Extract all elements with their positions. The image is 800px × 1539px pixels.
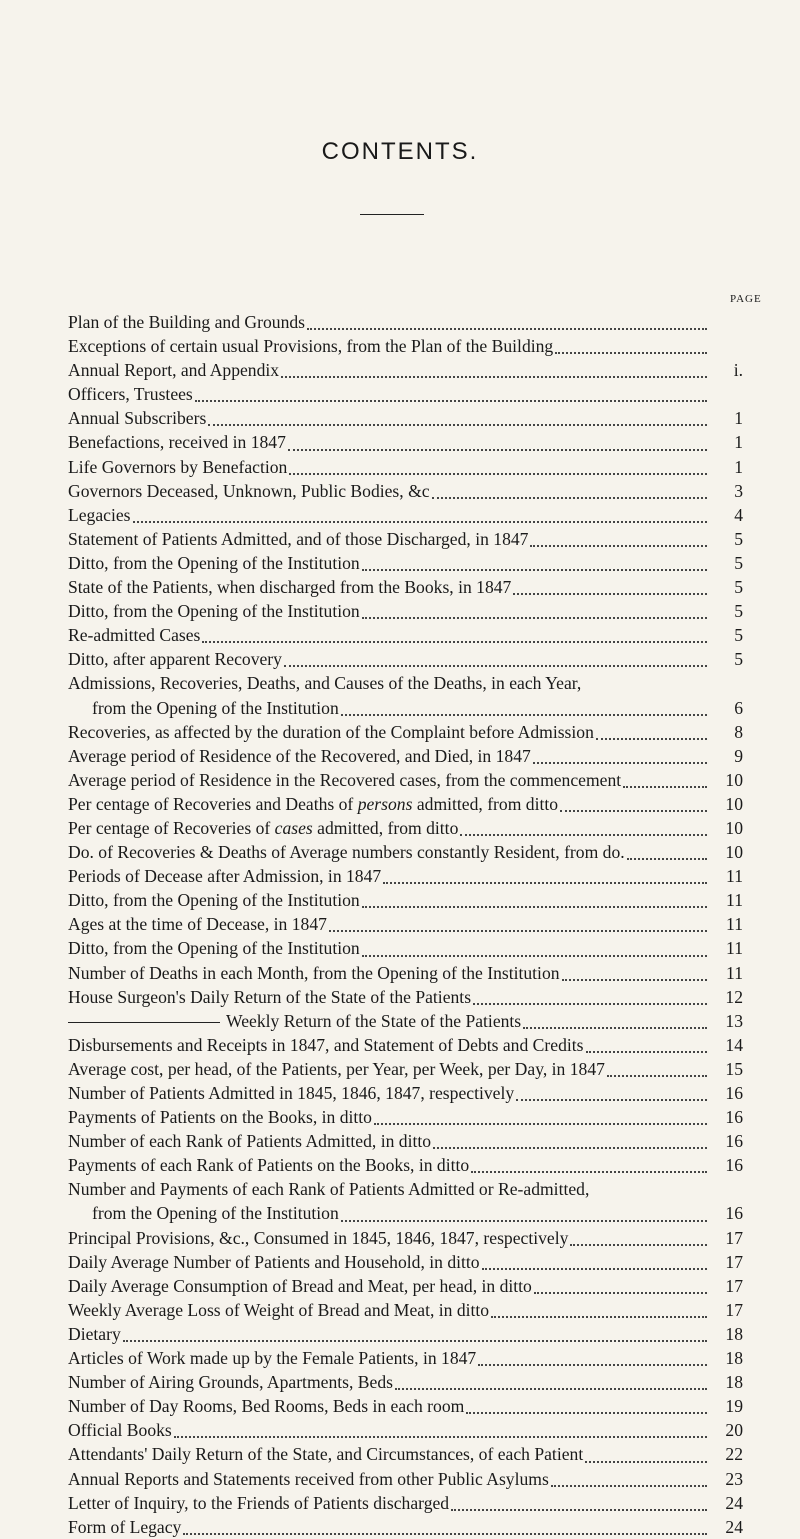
toc-entry-text: Average period of Residence of the Recovered, and Died, in 1847 (68, 745, 531, 766)
toc-entry (68, 1009, 743, 1033)
toc-entry-continuation (68, 1201, 743, 1225)
toc-entry-text: Official Books (68, 1420, 172, 1441)
toc-entry-page: 1 (734, 408, 743, 429)
toc-entry-text: Weekly Average Loss of Weight of Bread and Meat, in ditto (68, 1299, 490, 1320)
toc-entry (68, 503, 743, 527)
toc-entry-page: 10 (725, 817, 743, 838)
dot-leader (491, 1299, 707, 1318)
dot-leader (195, 383, 707, 402)
toc-entry (68, 527, 743, 551)
toc-entry-page: 18 (725, 1372, 743, 1393)
toc-entry-text: Statement of Patients Admitted, and of those Discharged, in 1847 (68, 528, 529, 549)
toc-entry-text: Ditto, after apparent Recovery (68, 649, 282, 670)
toc-entry (68, 1322, 743, 1346)
toc-entry-text: Exceptions of certain usual Provisions, from the Plan of the Building (68, 336, 554, 357)
toc-entry (68, 382, 743, 406)
dot-leader (513, 576, 707, 595)
toc-entry-page: 11 (726, 866, 743, 887)
toc-entry-text: Periods of Decease after Admission, in 1847 (68, 866, 382, 887)
toc-entry-page: 5 (734, 601, 743, 622)
toc-entry (68, 720, 743, 744)
toc-entry (68, 334, 743, 358)
dot-leader (307, 311, 707, 330)
toc-entry-text: Admissions, Recoveries, Deaths, and Causes of the Deaths, in each Year, (68, 673, 582, 694)
toc-entry (68, 1153, 743, 1177)
toc-entry (68, 1298, 743, 1322)
dot-leader (516, 1082, 707, 1101)
toc-entry-page: 17 (725, 1299, 743, 1320)
toc-entry (68, 1081, 743, 1105)
toc-entry-page: 20 (725, 1420, 743, 1441)
dot-leader (374, 1106, 707, 1125)
toc-entry (68, 1129, 743, 1153)
toc-entry-page: 16 (725, 1131, 743, 1152)
toc-entry-page: 9 (734, 745, 743, 766)
toc-entry-page: 10 (725, 793, 743, 814)
toc-entry (68, 1467, 743, 1491)
dot-leader (433, 1130, 707, 1149)
toc-entry-text: Ditto, from the Opening of the Institution (68, 601, 360, 622)
toc-entry-text: Annual Report, and Appendix (68, 360, 280, 381)
toc-entry-text: Ditto, from the Opening of the Institution (68, 552, 360, 573)
toc-entry (68, 551, 743, 575)
toc-entry-page: 8 (734, 721, 743, 742)
toc-entry-text-continued: from the Opening of the Institution (92, 1203, 339, 1224)
toc-entry-page: 3 (734, 480, 743, 501)
toc-entry (68, 912, 743, 936)
toc-entry-text: Form of Legacy (68, 1516, 182, 1537)
toc-entry-page: 11 (726, 890, 743, 911)
toc-entry-text: Number of Deaths in each Month, from the Opening of the Institution (68, 962, 560, 983)
toc-entry-page: 11 (726, 962, 743, 983)
toc-entry-page: 17 (725, 1227, 743, 1248)
toc-entry-page: 4 (734, 504, 743, 525)
toc-entry-page: 5 (734, 577, 743, 598)
toc-entry-text: Per centage of Recoveries of cases admitted, from ditto (68, 817, 459, 838)
toc-entry (68, 1346, 743, 1370)
toc-entry-text: Daily Average Consumption of Bread and Meat, per head, in ditto (68, 1275, 532, 1296)
toc-entry (68, 1274, 743, 1298)
toc-entry (68, 792, 743, 816)
toc-entry-page: 5 (734, 625, 743, 646)
toc-entry-text: Life Governors by Benefaction (68, 456, 288, 477)
dot-leader (607, 1058, 707, 1077)
toc-entry-text: Recoveries, as affected by the duration of the Complaint before Admission (68, 721, 594, 742)
dot-leader (362, 889, 707, 908)
toc-entry-text: Daily Average Number of Patients and Household, in ditto (68, 1251, 480, 1272)
toc-entry (68, 888, 743, 912)
italic-term: cases (274, 817, 313, 838)
toc-entry-text: Do. of Recoveries & Deaths of Average numbers constantly Resident, from do. (68, 842, 625, 863)
dot-leader (482, 1251, 707, 1270)
toc-entry-text: Ages at the time of Decease, in 1847 (68, 914, 327, 935)
dot-leader (570, 1227, 707, 1246)
toc-entry-page: 5 (734, 649, 743, 670)
dot-leader (329, 913, 707, 932)
toc-entry-text: Payments of each Rank of Patients on the Books, in ditto (68, 1155, 470, 1176)
toc-entry-page: 18 (725, 1348, 743, 1369)
dot-leader (383, 865, 707, 884)
dot-leader (473, 986, 707, 1005)
toc-entry-page: 1 (734, 432, 743, 453)
toc-entry (68, 310, 743, 334)
dot-leader (478, 1347, 707, 1366)
toc-entry-text: Benefactions, received in 1847 (68, 432, 286, 453)
toc-entry-text: Dietary (68, 1323, 121, 1344)
dot-leader (596, 721, 707, 740)
toc-entry-page: 13 (725, 1010, 743, 1031)
dot-leader (341, 697, 707, 716)
toc-entry-page: 5 (734, 528, 743, 549)
dot-leader (432, 480, 707, 499)
toc-entry (68, 961, 743, 985)
toc-entry (68, 840, 743, 864)
toc-entry-text: Legacies (68, 504, 131, 525)
dot-leader (551, 1468, 707, 1487)
toc-entry (68, 671, 743, 719)
toc-entry-page: 24 (725, 1516, 743, 1537)
toc-entry-text: Number of each Rank of Patients Admitted, in ditto (68, 1131, 432, 1152)
toc-entry-text: Per centage of Recoveries and Deaths of persons admitted, from ditto (68, 793, 559, 814)
toc-entry (68, 406, 743, 430)
toc-entry-page: 23 (725, 1468, 743, 1489)
page-column-header: PAGE (730, 293, 762, 305)
dot-leader (284, 648, 707, 667)
toc-entry-text-continued: from the Opening of the Institution (92, 697, 339, 718)
toc-entry (68, 1177, 743, 1225)
toc-entry (68, 1226, 743, 1250)
toc-entry (68, 455, 743, 479)
toc-entry (68, 358, 743, 382)
toc-entry (68, 1442, 743, 1466)
toc-entry-text: Number of Day Rooms, Bed Rooms, Beds in each room (68, 1396, 465, 1417)
toc-entry-text: Annual Reports and Statements received from other Public Asylums (68, 1468, 549, 1489)
dot-leader (362, 552, 707, 571)
dot-leader (471, 1154, 707, 1173)
contents-list (68, 310, 743, 1539)
toc-entry-page: 10 (725, 769, 743, 790)
toc-entry (68, 985, 743, 1009)
dot-leader (623, 769, 707, 788)
toc-entry-text: Weekly Return of the State of the Patients (68, 1009, 521, 1033)
toc-entry-text: Payments of Patients on the Books, in ditto (68, 1107, 372, 1128)
toc-entry-text: Ditto, from the Opening of the Institution (68, 938, 360, 959)
toc-entry-text: Re-admitted Cases (68, 625, 201, 646)
dot-leader (289, 456, 707, 475)
toc-entry-page: 22 (725, 1444, 743, 1465)
toc-entry (68, 1057, 743, 1081)
toc-entry (68, 430, 743, 454)
toc-entry-page: 18 (725, 1323, 743, 1344)
dot-leader (362, 938, 707, 957)
page-title: CONTENTS. (321, 138, 479, 165)
toc-entry (68, 623, 743, 647)
toc-entry (68, 816, 743, 840)
toc-entry (68, 575, 743, 599)
dot-leader (562, 962, 707, 981)
toc-entry (68, 1370, 743, 1394)
toc-entry (68, 1515, 743, 1539)
toc-entry-page: 15 (725, 1058, 743, 1079)
dot-leader (208, 407, 707, 426)
toc-entry (68, 479, 743, 503)
dot-leader (362, 600, 707, 619)
dot-leader (627, 841, 707, 860)
toc-entry-text: Average cost, per head, of the Patients, per Year, per Week, per Day, in 1847 (68, 1058, 605, 1079)
toc-entry-text: State of the Patients, when discharged from the Books, in 1847 (68, 577, 512, 598)
toc-entry (68, 647, 743, 671)
dot-leader (174, 1419, 707, 1438)
toc-entry-page: 10 (725, 842, 743, 863)
toc-entry-page: 5 (734, 552, 743, 573)
toc-entry-page: 1 (734, 456, 743, 477)
dot-leader (288, 432, 707, 451)
toc-entry (68, 864, 743, 888)
toc-entry-page: 11 (726, 914, 743, 935)
toc-entry-page: 19 (725, 1396, 743, 1417)
toc-entry-text: Attendants' Daily Return of the State, and Circumstances, of each Patient (68, 1444, 584, 1465)
dot-leader (530, 528, 707, 547)
toc-entry-page: 24 (725, 1492, 743, 1513)
toc-entry-page: 16 (725, 1155, 743, 1176)
toc-entry-text: Average period of Residence in the Recovered cases, from the commencement (68, 769, 622, 790)
toc-entry (68, 936, 743, 960)
dot-leader (133, 504, 707, 523)
toc-entry-text: Annual Subscribers (68, 408, 207, 429)
italic-term: persons (357, 793, 413, 814)
dot-leader (183, 1516, 707, 1535)
dot-leader (560, 793, 707, 812)
toc-entry (68, 1033, 743, 1057)
title-rule (360, 214, 424, 215)
toc-entry-page: i. (733, 360, 743, 381)
toc-entry-text: House Surgeon's Daily Return of the State of the Patients (68, 986, 472, 1007)
toc-entry-text: Plan of the Building and Grounds (68, 312, 306, 332)
toc-entry-page: 6 (734, 697, 743, 718)
toc-entry (68, 599, 743, 623)
toc-entry (68, 1491, 743, 1515)
dot-leader (586, 1034, 707, 1053)
toc-entry-text: Number of Patients Admitted in 1845, 1846, 1847, respectively (68, 1083, 515, 1103)
toc-entry-text: Principal Provisions, &c., Consumed in 1845, 1846, 1847, respectively (68, 1227, 569, 1248)
dot-leader (460, 817, 707, 836)
toc-entry (68, 1250, 743, 1274)
dot-leader (534, 1275, 707, 1294)
dot-leader (123, 1323, 707, 1342)
toc-entry-page: 14 (725, 1034, 743, 1055)
dot-leader (202, 624, 707, 643)
toc-entry-text: Officers, Trustees (68, 384, 193, 405)
toc-entry-page: 16 (725, 1203, 743, 1224)
dot-leader (585, 1444, 707, 1463)
toc-entry-text: Letter of Inquiry, to the Friends of Patients discharged (68, 1492, 450, 1513)
dot-leader (451, 1492, 707, 1511)
dot-leader (523, 1010, 707, 1029)
toc-entry (68, 768, 743, 792)
dot-leader (341, 1203, 707, 1222)
toc-entry-text: Ditto, from the Opening of the Institution (68, 890, 360, 911)
toc-entry-page: 17 (725, 1275, 743, 1296)
toc-entry-page: 11 (726, 938, 743, 959)
toc-entry-page: 16 (725, 1083, 743, 1103)
toc-entry (68, 744, 743, 768)
dot-leader (466, 1395, 707, 1414)
toc-entry-text: Articles of Work made up by the Female Patients, in 1847 (68, 1348, 477, 1369)
toc-entry-continuation (68, 696, 743, 720)
dot-leader (555, 335, 707, 354)
toc-entry-text: Disbursements and Receipts in 1847, and Statement of Debts and Credits (68, 1034, 584, 1055)
dot-leader (395, 1371, 707, 1390)
toc-entry (68, 1105, 743, 1129)
toc-entry-text: Number and Payments of each Rank of Patients Admitted or Re-admitted, (68, 1179, 590, 1200)
toc-entry-page: 17 (725, 1251, 743, 1272)
toc-entry-text: Number of Airing Grounds, Apartments, Beds (68, 1372, 393, 1393)
dot-leader (281, 359, 707, 378)
toc-entry-text: Governors Deceased, Unknown, Public Bodies, &c (68, 480, 430, 501)
toc-entry-page: 12 (725, 986, 743, 1007)
dot-leader (533, 745, 707, 764)
toc-entry-page: 16 (725, 1107, 743, 1128)
toc-entry (68, 1394, 743, 1418)
